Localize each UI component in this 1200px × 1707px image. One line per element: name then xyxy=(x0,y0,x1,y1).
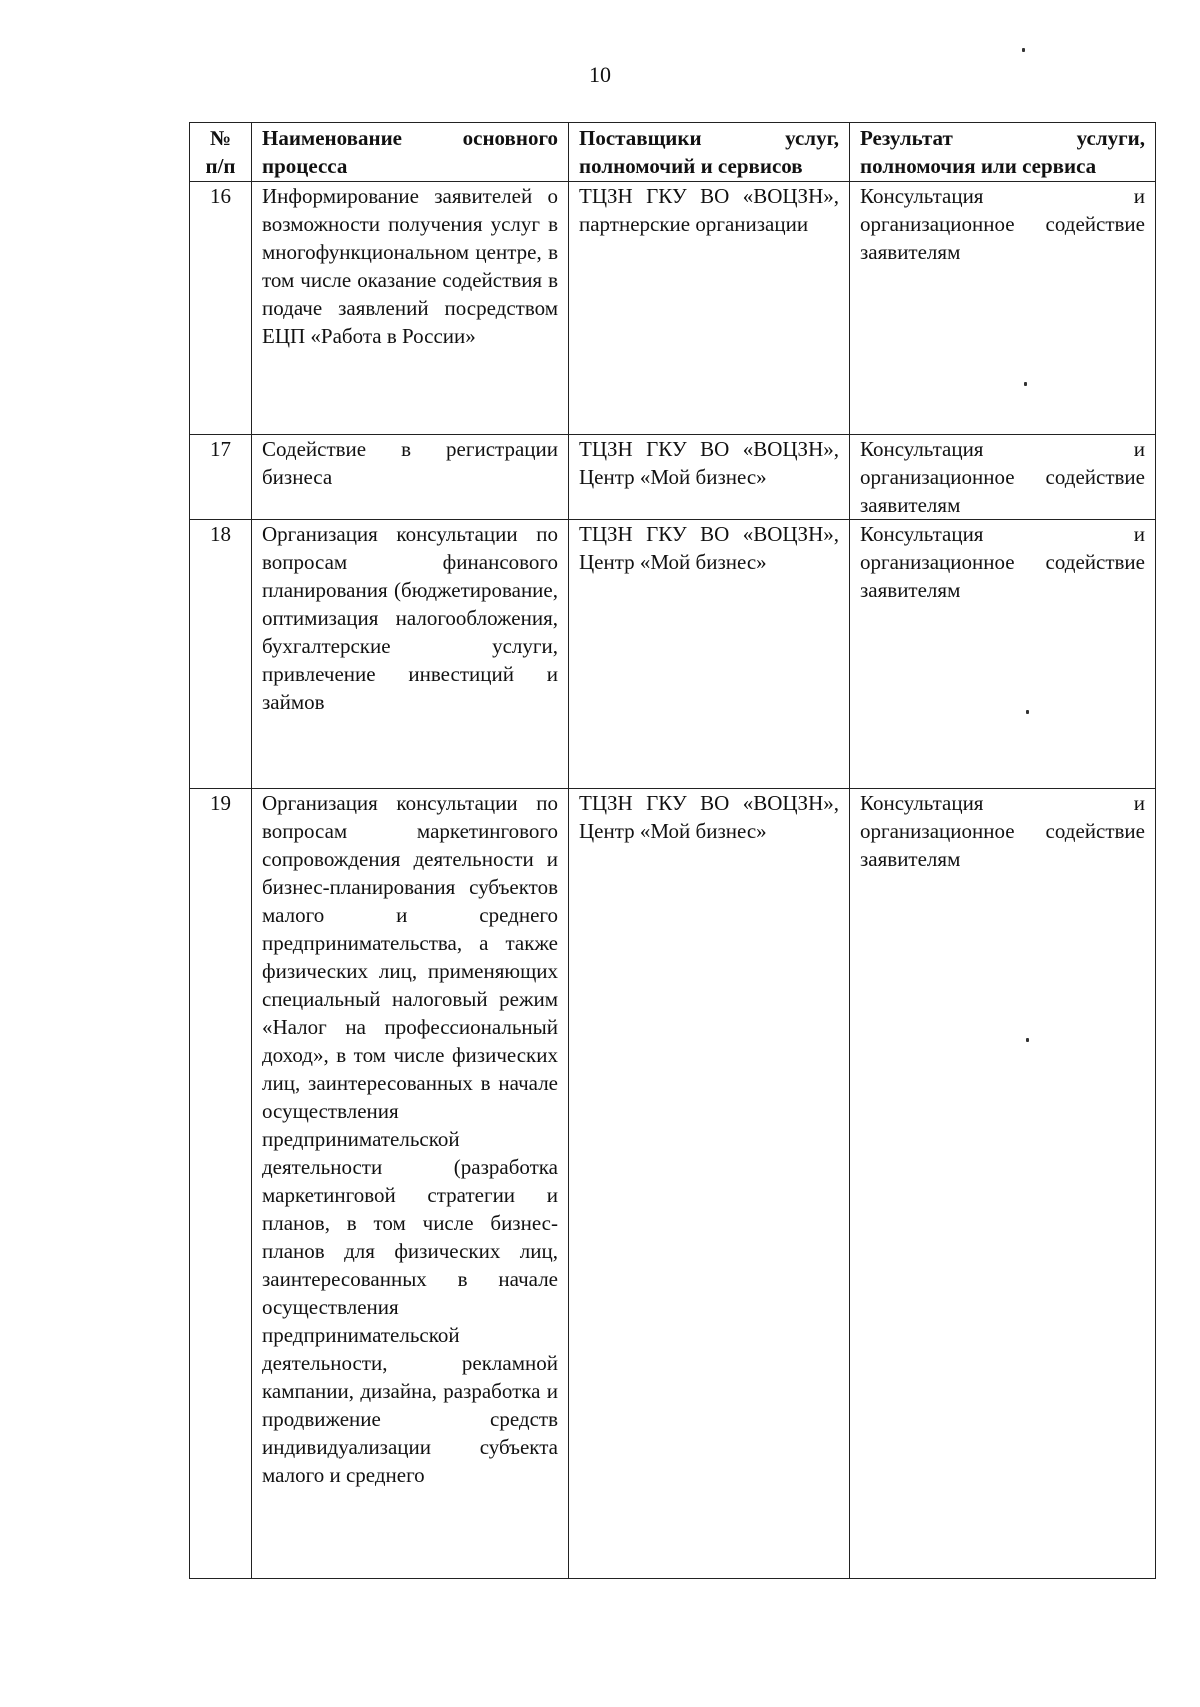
providers-cell: ТЦЗН ГКУ ВО «ВОЦЗН», Центр «Мой бизнес» xyxy=(569,520,850,789)
scan-speck xyxy=(1022,48,1025,52)
table-row xyxy=(190,520,1156,789)
row-number: 18 xyxy=(190,520,252,789)
providers-cell: ТЦЗН ГКУ ВО «ВОЦЗН», партнерские организации xyxy=(569,182,850,435)
result-cell: Консультация и организационное содействие заявителям xyxy=(850,435,1156,520)
providers-cell: ТЦЗН ГКУ ВО «ВОЦЗН», Центр «Мой бизнес» xyxy=(569,435,850,520)
scan-speck xyxy=(1026,1038,1029,1042)
table-row xyxy=(190,182,1156,435)
header-number-symbol: № xyxy=(209,126,232,150)
header-result: Результат услуги, полномочия или сервиса xyxy=(850,123,1156,182)
table-header-row xyxy=(190,123,1156,182)
table-row xyxy=(190,789,1156,1579)
row-number: 19 xyxy=(190,789,252,1579)
scan-speck xyxy=(1024,382,1027,386)
header-number-abbrev: п/п xyxy=(205,154,236,178)
result-cell: Консультация и организационное содействие заявителям xyxy=(850,789,1156,1579)
providers-cell: ТЦЗН ГКУ ВО «ВОЦЗН», Центр «Мой бизнес» xyxy=(569,789,850,1579)
process-name: Содействие в регистрации бизнеса xyxy=(252,435,569,520)
header-process: Наименование основного процесса xyxy=(252,123,569,182)
row-number: 16 xyxy=(190,182,252,435)
table-row xyxy=(190,435,1156,520)
process-name: Организация консультации по вопросам маркетингового сопровождения деятельности и бизнес-планирования субъектов малого и среднего предпринимательства, а также физических лиц, применяющих специальный налоговый режим «Налог на профессиональный доход», в том числе физических лиц, заинтересованных в начале осуществления предпринимательской деятельности (разработка маркетинговой стратегии и планов, в том числе бизнес-планов для физических лиц, заинтересованных в начале осуществления предпринимательской деятельности, рекламной кампании, дизайна, разработка и продвижение средств индивидуализации субъекта малого и среднего xyxy=(252,789,569,1579)
header-number xyxy=(190,123,252,182)
process-name: Информирование заявителей о возможности получения услуг в многофункциональном центре, в том числе оказание содействия в подаче заявлений посредством ЕЦП «Работа в России» xyxy=(252,182,569,435)
result-cell: Консультация и организационное содействие заявителям xyxy=(850,182,1156,435)
row-number: 17 xyxy=(190,435,252,520)
header-providers: Поставщики услуг, полномочий и сервисов xyxy=(569,123,850,182)
page-number: 10 xyxy=(589,62,611,87)
result-cell: Консультация и организационное содействие заявителям xyxy=(850,520,1156,789)
services-table xyxy=(189,122,1156,1579)
process-name: Организация консультации по вопросам финансового планирования (бюджетирование, оптимизация налогообложения, бухгалтерские услуги, привлечение инвестиций и займов xyxy=(252,520,569,789)
scan-speck xyxy=(1026,710,1029,714)
